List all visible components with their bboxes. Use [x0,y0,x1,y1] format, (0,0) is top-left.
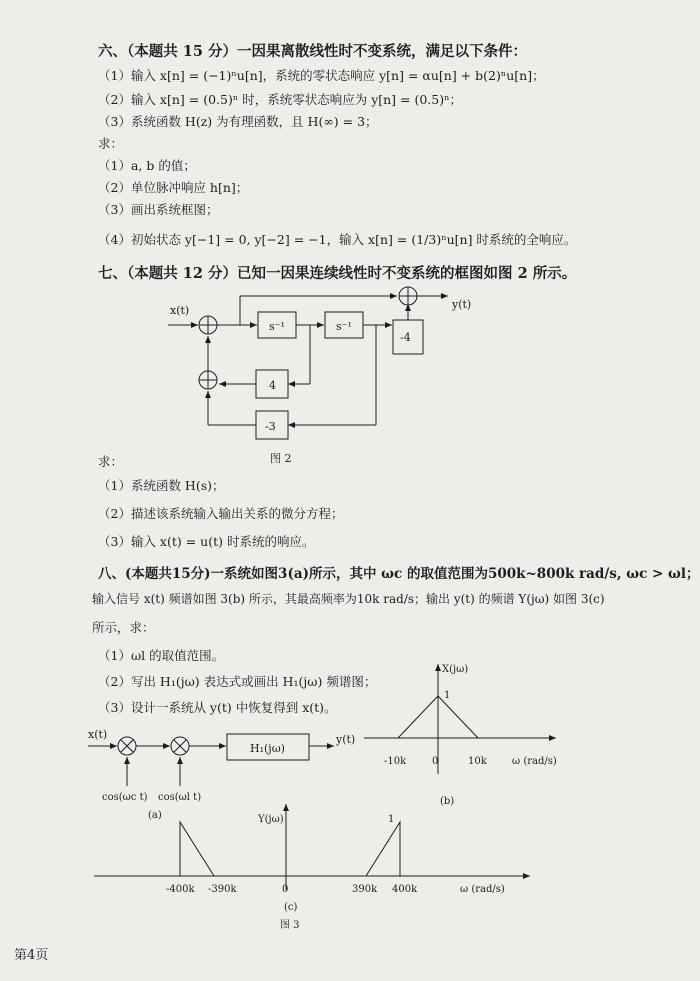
fig2-gain-output-label: -4 [400,331,411,344]
q6-item-4: （4）初始状态 y[−1] = 0, y[−2] = −1，输入 x[n] = (1/3)ⁿu[n] 时系统的全响应。 [98,232,577,247]
fig3b-tick-pos: 10k [468,756,487,767]
fig3c-label: (c) [284,902,298,913]
q8-line-1: 八、(本题共15分)一系统如图3(a)所示，其中 ωc 的取值范围为500k~800k rad/s, ωc > ωl； [98,566,700,582]
q6-condition-3: （3）系统函数 H(z) 为有理函数，且 H(∞) = 3； [98,114,378,129]
q6-ask: 求： [98,136,124,151]
fig3a-mod2-label: cos(ωl t) [158,792,202,803]
fig3c-xlabel: ω (rad/s) [460,884,505,895]
q7-item-2: （2）描述该系统输入输出关系的微分方程； [98,506,344,521]
fig3c-tick-5: 400k [392,884,418,895]
q8-item-3: （3）设计一系统从 y(t) 中恢复得到 x(t)。 [98,700,337,715]
q6-condition-1: （1）输入 x[n] = (−1)ⁿu[n]，系统的零状态响应 y[n] = αu[n] + b(2)ⁿu[n]； [98,68,545,83]
fig2-integrator-1-label: s⁻¹ [269,320,285,333]
fig3c-ylabel: Y(jω) [258,814,284,825]
fig3a-input-label: x(t) [88,728,108,741]
fig2-output-label: y(t) [452,298,472,311]
fig3b-ylabel: X(jω) [442,664,469,675]
fig2-input-label: x(t) [170,304,190,317]
fig2-caption: 图 2 [270,452,292,465]
q7-ask: 求： [98,454,124,469]
q6-item-1: （1）a, b 的值； [98,158,196,173]
q7-item-1: （1）系统函数 H(s)； [98,478,225,493]
fig3c-peak: 1 [388,814,395,825]
fig3a-label: (a) [148,810,162,821]
fig3b-xlabel: ω (rad/s) [512,756,557,767]
fig3b-peak: 1 [444,690,451,701]
page-number: 第4页 [14,948,49,963]
fig3a-output-label: y(t) [336,733,356,746]
fig3c-tick-3: 0 [282,884,289,895]
q6-title: 六、（本题共 15 分）一因果离散线性时不变系统，满足以下条件： [98,43,528,60]
q6-item-2: （2）单位脉冲响应 h[n]； [98,180,249,195]
fig3c-right-band [366,822,400,876]
q8-item-2: （2）写出 H₁(jω) 表达式或画出 H₁(jω) 频谱图； [98,674,377,689]
fig3a-mod1-label: cos(ωc t) [102,792,148,803]
fig3-caption: 图 3 [280,920,300,931]
q8-item-1: （1）ωl 的取值范围。 [98,648,225,663]
q6-condition-2: （2）输入 x[n] = (0.5)ⁿ 时，系统零状态响应为 y[n] = (0.5)ⁿ； [98,92,463,107]
q7-item-3: （3）输入 x(t) = u(t) 时系统的响应。 [98,534,315,549]
fig2-gain-feedback-2-label: -3 [265,420,276,433]
fig3c-tick-4: 390k [352,884,378,895]
fig3c-tick-1: -400k [166,884,195,895]
q6-item-3: （3）画出系统框图； [98,202,219,217]
q7-title: 七、（本题共 12 分）已知一因果连续线性时不变系统的框图如图 2 所示。 [98,265,577,282]
q8-line-3: 所示，求： [92,620,155,635]
figure-3b-input-spectrum [360,654,596,814]
fig3b-tick-neg: -10k [384,756,407,767]
figure-2-block-diagram [160,280,500,470]
fig3b-tick-zero: 0 [432,756,439,767]
figure-3c-output-spectrum [90,800,550,940]
q8-line-2: 输入信号 x(t) 频谱如图 3(b) 所示，其最高频率为10k rad/s；输出 y(t) 的频谱 Y(jω) 如图 3(c) [92,592,605,606]
fig2-gain-feedback-1-label: 4 [269,379,276,392]
fig2-integrator-2-label: s⁻¹ [336,320,352,333]
fig3a-filter-label: H₁(jω) [250,742,285,755]
fig3b-label: (b) [440,796,455,807]
fig3c-left-band [180,822,214,876]
fig3c-tick-2: -390k [208,884,237,895]
